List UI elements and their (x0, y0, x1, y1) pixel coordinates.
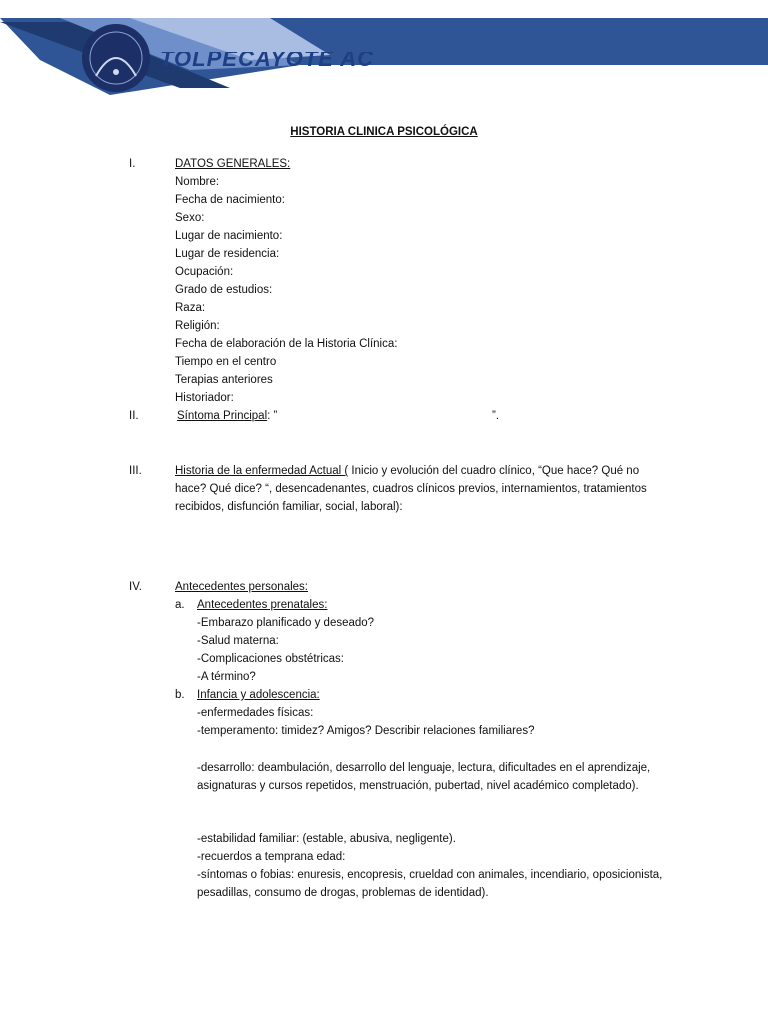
section-3-heading: Historia de la enfermedad Actual ( (175, 465, 349, 477)
header-banner (0, 0, 768, 100)
list-item: -enfermedades físicas: (197, 707, 314, 719)
section-2-line (177, 407, 277, 425)
section-4-heading: Antecedentes personales: (175, 581, 308, 593)
list-item: -temperamento: timidez? Amigos? Describir relaciones familiares? (197, 725, 535, 737)
field-ocupacion: Ocupación: (175, 266, 234, 278)
section-2-end-quote: ”. (492, 410, 500, 422)
section-1-heading: DATOS GENERALES: (175, 158, 291, 170)
field-grado-estudios: Grado de estudios: (175, 284, 273, 296)
section-1-number: I. (129, 158, 136, 170)
list-item: -Salud materna: (197, 635, 279, 647)
list-item: -recuerdos a temprana edad: (197, 851, 346, 863)
list-item: -Complicaciones obstétricas: (197, 653, 345, 665)
field-fecha-nacimiento: Fecha de nacimiento: (175, 194, 285, 206)
field-nombre: Nombre: (175, 176, 220, 188)
sintomas-line-1: -síntomas o fobias: enuresis, encopresis, crueldad con animales, incendiario, oposicionista, (197, 869, 663, 881)
field-religion: Religión: (175, 320, 220, 332)
field-fecha-elaboracion: Fecha de elaboración de la Historia Clínica: (175, 338, 398, 350)
section-3-text-3: recibidos, disfunción familiar, social, laboral): (175, 501, 403, 513)
field-lugar-nacimiento: Lugar de nacimiento: (175, 230, 283, 242)
subsection-b-heading: Infancia y adolescencia: (197, 689, 320, 701)
section-2-heading: Síntoma Principal (177, 410, 268, 422)
subsection-a-letter: a. (175, 599, 185, 611)
section-3-text-2: hace? Qué dice? “, desencadenantes, cuadros clínicos previos, internamientos, tratamientos (175, 483, 647, 495)
list-item: -A término? (197, 671, 256, 683)
desarrollo-line-2: asignaturas y cursos repetidos, menstruación, pubertad, nivel académico completado). (197, 780, 639, 792)
list-item: -Embarazo planificado y deseado? (197, 617, 375, 629)
field-sexo: Sexo: (175, 212, 205, 224)
desarrollo-line-1: -desarrollo: deambulación, desarrollo del lenguaje, lectura, dificultades en el aprendizaje, (197, 762, 651, 774)
field-historiador: Historiador: (175, 392, 234, 404)
document-title: HISTORIA CLINICA PSICOLÓGICA (290, 126, 478, 138)
section-2-number: II. (129, 410, 139, 422)
subsection-b-letter: b. (175, 689, 185, 701)
section-3-line-1 (175, 462, 639, 480)
section-2-colon: : ” (267, 410, 278, 422)
list-item: -estabilidad familiar: (estable, abusiva, negligente). (197, 833, 456, 845)
sintomas-line-2: pesadillas, consumo de drogas, problemas de identidad). (197, 887, 489, 899)
field-tiempo-centro: Tiempo en el centro (175, 356, 277, 368)
section-3-text-1: Inicio y evolución del cuadro clínico, “Que hace? Qué no (348, 465, 640, 477)
section-4-number: IV. (129, 581, 143, 593)
logo-text: TOLPECAYOTE AC (160, 52, 375, 68)
field-terapias-anteriores: Terapias anteriores (175, 374, 273, 386)
field-raza: Raza: (175, 302, 206, 314)
header-graphic (0, 0, 768, 100)
section-3-number: III. (129, 465, 142, 477)
field-lugar-residencia: Lugar de residencia: (175, 248, 280, 260)
subsection-a-heading: Antecedentes prenatales: (197, 599, 328, 611)
